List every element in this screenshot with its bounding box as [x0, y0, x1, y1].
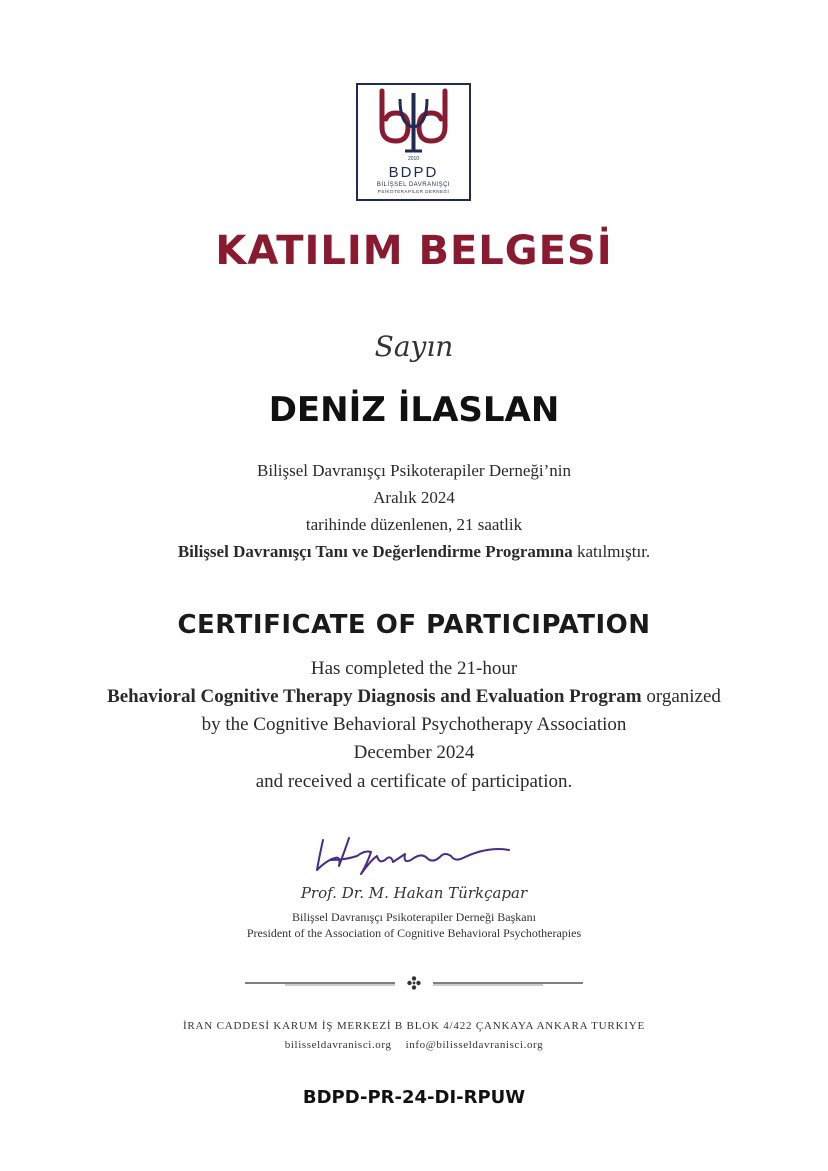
signer-name: Prof. Dr. M. Hakan Türkçapar: [300, 884, 528, 902]
body-en-line3: by the Cognitive Behavioral Psychotherapy Association: [201, 714, 627, 735]
fleuron-icon: [407, 976, 420, 989]
body-tr-line3: tarihinde düzenlenen, 21 saatlik: [305, 515, 523, 534]
certificate-code: BDPD-PR-24-DI-RPUW: [302, 1087, 526, 1108]
signer-title-en: President of the Association of Cognitive Behavioral Psychotherapies: [246, 926, 582, 940]
body-en-line1: Has completed the 21-hour: [310, 658, 518, 679]
logo-subtitle-line1: BİLİŞSEL DAVRANIŞÇI: [376, 182, 451, 188]
logo-subtitle-line2: PSİKOTERAPİLER DERNEĞİ: [377, 189, 450, 194]
body-en-line2-suffix: organized: [641, 686, 721, 707]
footer-contact: [0, 1039, 828, 1051]
body-tr-line1: Bilişsel Davranışçı Psikoterapiler Derneği’nin: [257, 461, 571, 480]
body-tr-line4-suffix: katılmıştır.: [572, 542, 651, 561]
program-name-en: Behavioral Cognitive Therapy Diagnosis and Evaluation Program: [107, 686, 642, 707]
certificate-title-tr: KATILIM BELGESİ: [215, 228, 613, 274]
program-name-tr: Bilişsel Davranışçı Tanı ve Değerlendirme Programına: [177, 542, 573, 561]
body-en-date: December 2024: [353, 742, 475, 763]
signer-title-tr: Bilişsel Davranışçı Psikoterapiler Derneği Başkanı: [292, 910, 536, 924]
logo-year: 2010: [407, 156, 420, 162]
footer-address: İRAN CADDESİ KARUM İŞ MERKEZİ B BLOK 4/422 ÇANKAYA ANKARA TURKIYE: [182, 1020, 646, 1032]
body-en-line2: [0, 683, 828, 711]
handwritten-signature: [305, 830, 525, 880]
salutation: Sayın: [374, 330, 454, 363]
logo-abbreviation: BDPD: [388, 164, 439, 181]
body-en-line5: and received a certificate of participation.: [255, 771, 573, 792]
footer-website: bilisseldavranisci.org: [284, 1039, 392, 1051]
certificate-title-en: CERTIFICATE OF PARTICIPATION: [177, 610, 651, 640]
footer-email: info@bilisseldavranisci.org: [405, 1039, 544, 1051]
body-tr-date: Aralık 2024: [373, 488, 455, 507]
recipient-name: DENİZ İLASLAN: [268, 390, 560, 430]
association-logo: [356, 83, 471, 201]
body-tr-line4: [0, 539, 828, 565]
ornamental-divider: [245, 975, 583, 991]
